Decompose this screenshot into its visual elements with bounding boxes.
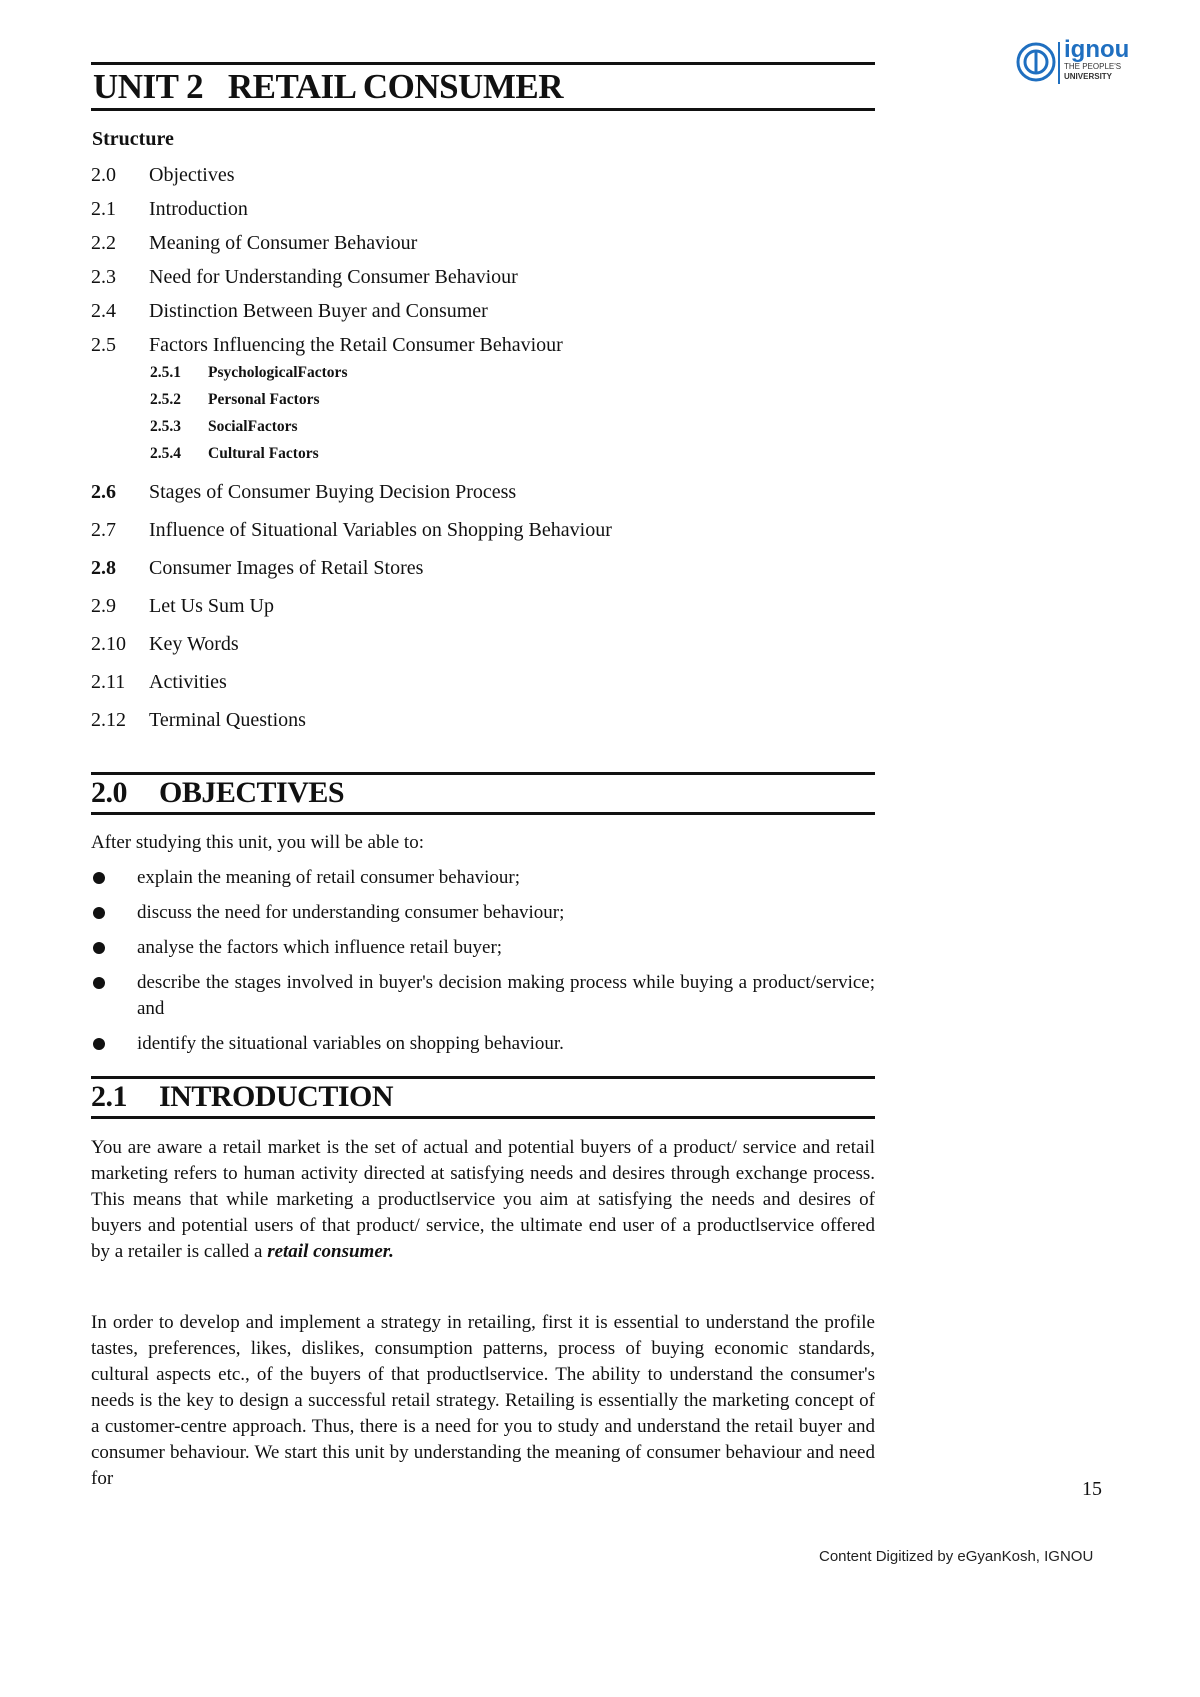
objectives-heading (91, 772, 875, 815)
footer-credit: Content Digitized by eGyanKosh, IGNOU (819, 1548, 1094, 1565)
toc-item: 2.8 Consumer Images of Retail Stores (91, 557, 424, 579)
objective-item: describe the stages involved in buyer's decision making process while buying a product/service; and (91, 970, 875, 1022)
key-term: retail consumer. (267, 1241, 394, 1262)
table-of-contents (91, 164, 791, 747)
bullet-icon (93, 942, 105, 954)
toc-subitem: 2.5.4 Cultural Factors (150, 445, 319, 462)
bullet-icon (93, 977, 105, 989)
section-number: 2.1 (91, 1080, 127, 1113)
toc-item: 2.0 Objectives (91, 164, 235, 186)
toc-item: 2.2 Meaning of Consumer Behaviour (91, 232, 418, 254)
toc-subitem: 2.5.3 SocialFactors (150, 418, 298, 435)
objectives-list (91, 865, 875, 1057)
introduction-paragraph-2: In order to develop and implement a strategy in retailing, first it is essential to understand the profile tastes, preferences, likes, dislikes, consumption patterns, process of buying economic standards, cultural aspects etc., of the buyers of that productlservice. The ability to understand the consumer's needs is the key to design a successful retail strategy. Retailing is essentially the marketing concept of a customer-centre approach. Thus, there is a need for you to study and understand the retail buyer and consumer behaviour. We start this unit by understanding the meaning of consumer behaviour and need for (91, 1312, 875, 1489)
toc-item: 2.7 Influence of Situational Variables on Shopping Behaviour (91, 519, 612, 541)
section-rule (91, 812, 875, 815)
objective-item: analyse the factors which influence retail buyer; (91, 935, 875, 961)
objective-item: discuss the need for understanding consumer behaviour; (91, 900, 875, 926)
introduction-heading (91, 1076, 875, 1119)
section-rule (91, 1116, 875, 1119)
toc-item: 2.4 Distinction Between Buyer and Consumer (91, 300, 488, 322)
top-rule (91, 62, 875, 65)
bullet-icon (93, 907, 105, 919)
logo-name: ignou (1064, 36, 1130, 63)
logo-tagline-2: UNIVERSITY (1064, 72, 1113, 81)
toc-item: 2.9 Let Us Sum Up (91, 595, 274, 617)
structure-label: Structure (92, 128, 174, 150)
unit-title: UNIT 2 RETAIL CONSUMER (93, 67, 563, 106)
toc-item: 2.10 Key Words (91, 633, 239, 655)
introduction-paragraph-1: You are aware a retail market is the set of actual and potential buyers of a product/ service and retail marketing refers to human activity directed at satisfying needs and desires through exchange process. This means that while marketing a productlservice you aim at satisfying the needs and desires of buyers and potential users of that product/ service, the ultimate end user of a productlservice offered by a retailer is called a retail consumer. (91, 1137, 875, 1262)
bullet-icon (93, 872, 105, 884)
objectives-intro: After studying this unit, you will be able to: (91, 832, 424, 853)
toc-item: 2.3 Need for Understanding Consumer Behaviour (91, 266, 518, 288)
section-number: 2.0 (91, 776, 127, 809)
section-title: INTRODUCTION (159, 1080, 394, 1113)
objective-item: identify the situational variables on shopping behaviour. (91, 1031, 875, 1057)
toc-item: 2.6 Stages of Consumer Buying Decision Process (91, 481, 517, 503)
ignou-logo (1016, 38, 1128, 90)
toc-subitem: 2.5.1 PsychologicalFactors (150, 364, 348, 381)
toc-item: 2.5 Factors Influencing the Retail Consumer Behaviour (91, 334, 563, 356)
toc-item: 2.11 Activities (91, 671, 227, 693)
toc-item: 2.12 Terminal Questions (91, 709, 306, 731)
objective-item: explain the meaning of retail consumer behaviour; (91, 865, 875, 891)
title-rule (91, 108, 875, 111)
toc-subitem: 2.5.2 Personal Factors (150, 391, 320, 408)
bullet-icon (93, 1038, 105, 1050)
toc-item: 2.1 Introduction (91, 198, 248, 220)
section-title: OBJECTIVES (159, 776, 345, 809)
unit-header (91, 62, 875, 111)
logo-tagline-1: THE PEOPLE'S (1064, 62, 1122, 71)
page-number: 15 (1082, 1478, 1102, 1500)
